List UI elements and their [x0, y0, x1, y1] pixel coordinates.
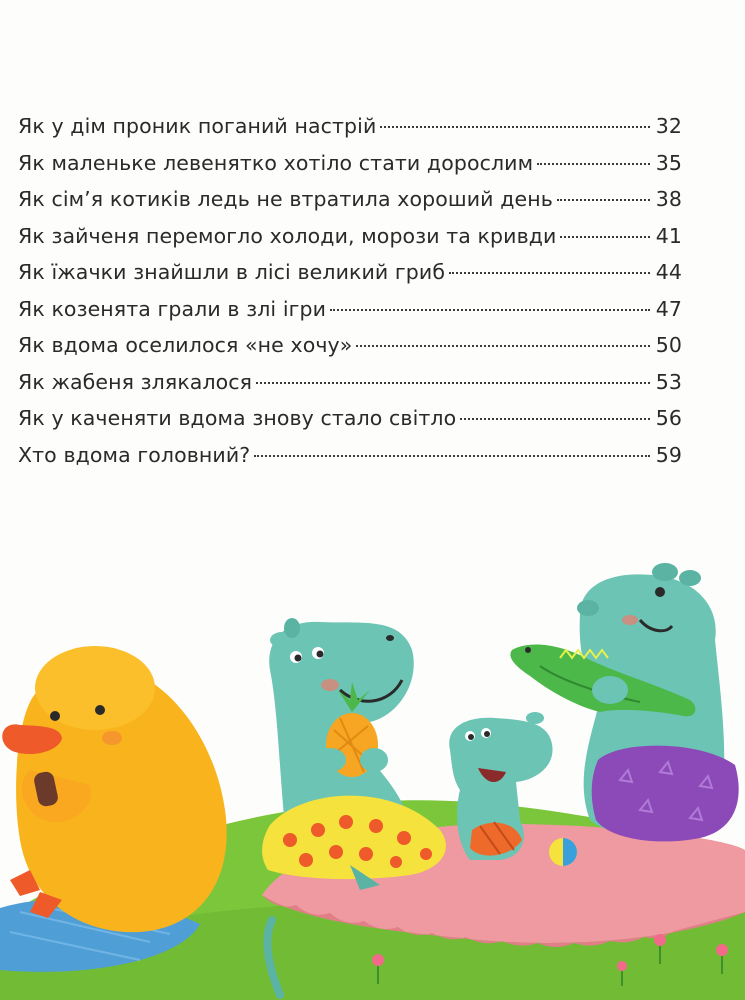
- toc-dot-leader: [256, 382, 650, 384]
- toc-dot-leader: [254, 455, 649, 457]
- toc-entry[interactable]: [18, 297, 682, 334]
- hippo-mom: [262, 618, 446, 890]
- toc-dot-leader: [557, 199, 650, 201]
- toc-entry-page: 32: [655, 114, 682, 138]
- toc-dot-leader: [449, 272, 650, 274]
- toc-entry-page: 38: [655, 187, 682, 211]
- toc-entry-title: Як їжачки знайшли в лісі великий гриб: [18, 260, 446, 284]
- toc-entry-page: 50: [655, 333, 682, 357]
- toc-entry[interactable]: [18, 151, 682, 188]
- toc-dot-leader: [460, 418, 649, 420]
- toc-entry-page: 35: [655, 150, 682, 175]
- toc-entry-page: 59: [655, 442, 682, 467]
- toc-entry-title: Як маленьке левенятко хотіло стати дорослим: [18, 150, 534, 175]
- beach-ball: [549, 838, 577, 866]
- toc-entry[interactable]: [18, 370, 682, 407]
- toc-entry-title: Як у дім проник поганий настрій: [18, 114, 377, 138]
- toc-entry-title: Як сім’я котиків ледь не втратила хороший день: [18, 187, 553, 211]
- toc-entry-page: 44: [655, 260, 682, 284]
- toc-entry-title: Хто вдома головний?: [18, 442, 251, 467]
- toc-entry-page: 47: [655, 296, 682, 321]
- table-of-contents: [18, 114, 682, 479]
- toc-entry-page: 56: [655, 406, 682, 430]
- toc-entry[interactable]: [18, 187, 682, 224]
- toc-entry-title: Як у каченяти вдома знову стало світло: [18, 406, 457, 430]
- toc-dot-leader: [537, 163, 650, 165]
- duck: [2, 646, 226, 932]
- toc-entry[interactable]: [18, 443, 682, 480]
- toc-entry-page: 53: [655, 369, 682, 394]
- toc-entry-title: Як жабеня злякалося: [18, 369, 253, 394]
- toc-entry-title: Як вдома оселилося «не хочу»: [18, 333, 353, 357]
- toc-entry[interactable]: [18, 406, 682, 443]
- picnic-illustration: [0, 540, 745, 1000]
- toc-entry[interactable]: [18, 333, 682, 370]
- toc-entry[interactable]: [18, 114, 682, 151]
- toc-entry[interactable]: [18, 224, 682, 261]
- toc-dot-leader: [560, 236, 649, 238]
- toc-entry[interactable]: [18, 260, 682, 297]
- toc-dot-leader: [356, 345, 649, 347]
- toc-entry-title: Як зайченя перемогло холоди, морози та кривди: [18, 223, 557, 248]
- toc-entry-page: 41: [655, 223, 682, 248]
- toc-dot-leader: [380, 126, 649, 128]
- toc-dot-leader: [330, 309, 650, 311]
- toc-entry-title: Як козенята грали в злі ігри: [18, 296, 327, 321]
